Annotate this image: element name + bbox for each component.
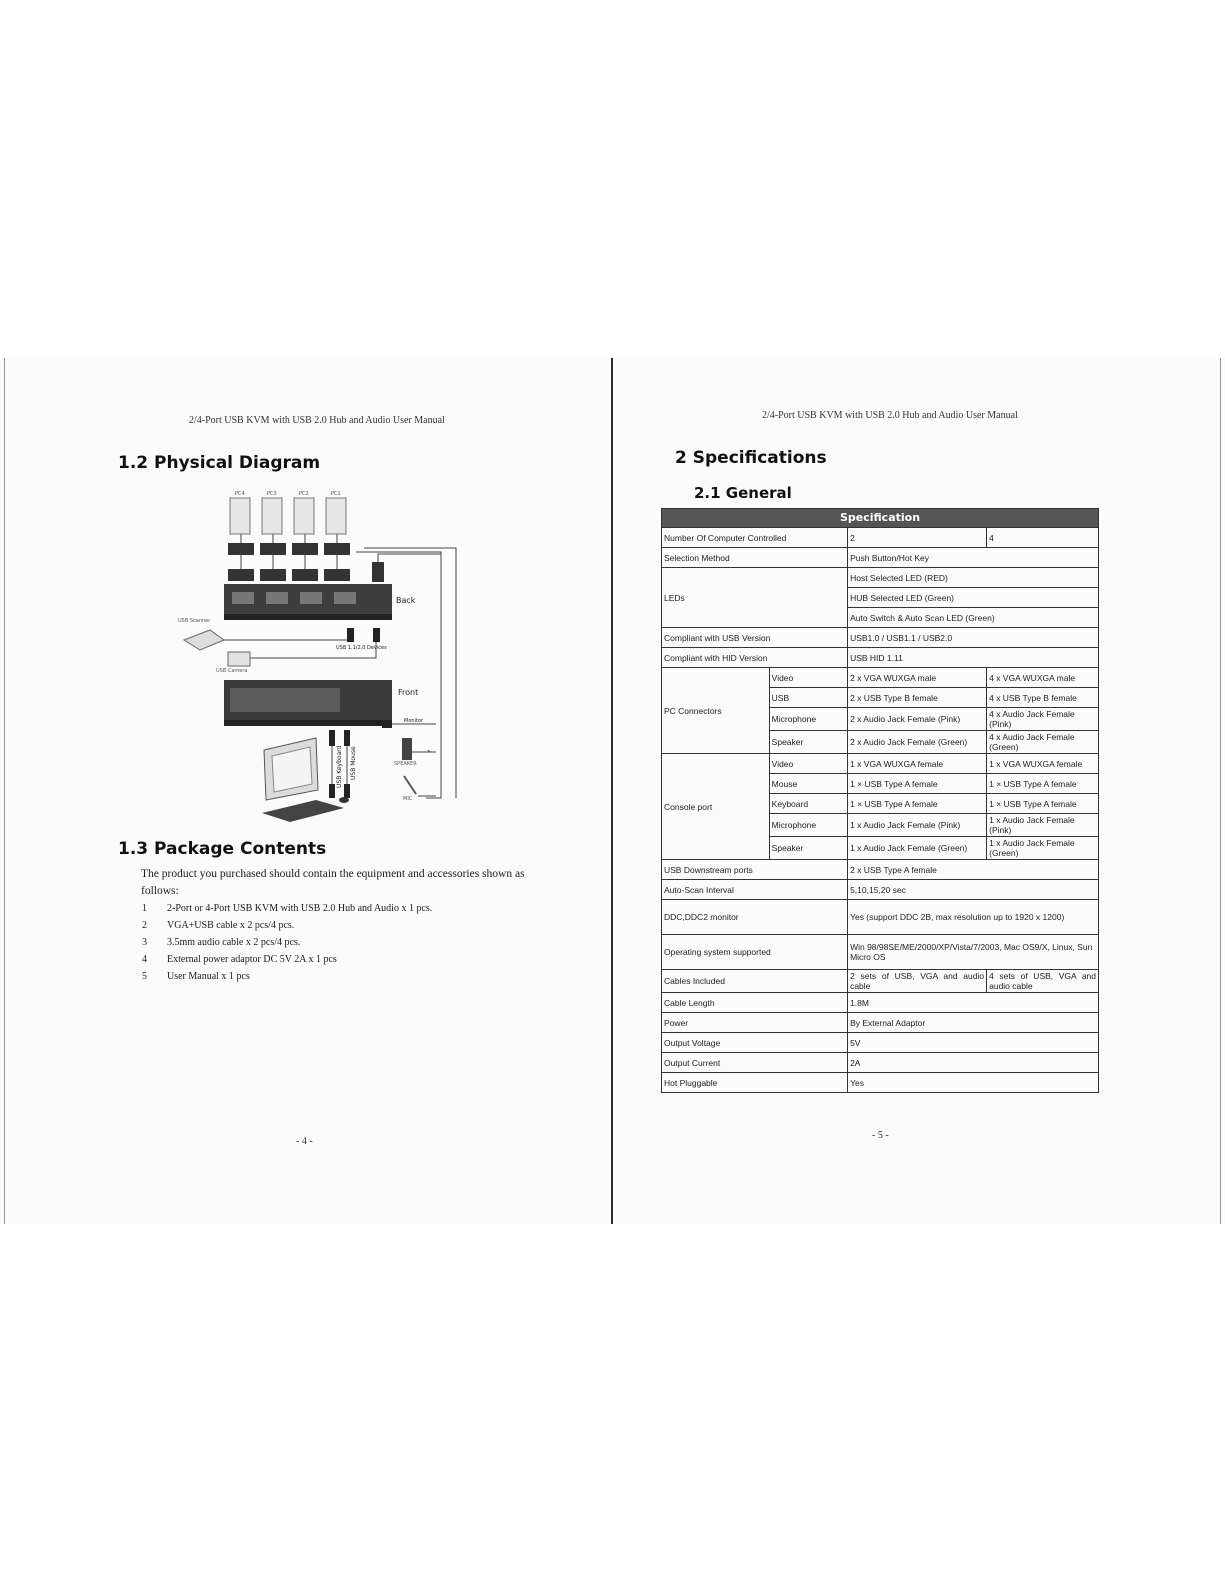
keyboard-icon bbox=[262, 800, 344, 822]
sub-label: Speaker bbox=[769, 837, 847, 860]
item-number: 1 bbox=[142, 903, 147, 914]
table-row bbox=[662, 548, 1099, 568]
usb-devices-label: USB 1.1/2.0 Devices bbox=[336, 645, 387, 651]
row-label: Output Voltage bbox=[662, 1033, 848, 1053]
row-label: Operating system supported bbox=[662, 935, 848, 970]
cell-value: USB HID 1.11 bbox=[848, 648, 1099, 668]
pc3-label: PC3 bbox=[267, 491, 277, 497]
table-row bbox=[662, 568, 1099, 588]
cell-value: By External Adaptor bbox=[848, 1013, 1099, 1033]
running-header: 2/4-Port USB KVM with USB 2.0 Hub and Audio User Manual bbox=[189, 415, 445, 426]
section-heading-package-contents: 1.3 Package Contents bbox=[118, 839, 327, 859]
cell-2port: 1 x Audio Jack Female (Green) bbox=[848, 837, 987, 860]
cell-value: Yes (support DDC 2B, max resolution up to 1920 x 1200) bbox=[848, 900, 1099, 935]
table-row bbox=[662, 668, 1099, 688]
diagram-figure bbox=[166, 488, 486, 833]
specification-table bbox=[661, 508, 1099, 1093]
cell-2port: 2 sets of USB, VGA and audio cable bbox=[848, 970, 987, 993]
cell-value: 1.8M bbox=[848, 993, 1099, 1013]
list-item bbox=[142, 954, 542, 971]
row-label: Number Of Computer Controlled bbox=[662, 528, 848, 548]
list-item bbox=[142, 971, 542, 988]
pc4-tower-icon bbox=[230, 498, 250, 534]
row-label: Selection Method bbox=[662, 548, 848, 568]
item-number: 2 bbox=[142, 920, 147, 931]
front-label: Front bbox=[398, 688, 419, 697]
cell-2port: 1 × USB Type A female bbox=[848, 774, 987, 794]
item-number: 3 bbox=[142, 937, 147, 948]
cell-2port: 1 x VGA WUXGA female bbox=[848, 754, 987, 774]
list-item bbox=[142, 937, 542, 954]
row-label: Cable Length bbox=[662, 993, 848, 1013]
cell-4port: 1 × USB Type A female bbox=[987, 794, 1099, 814]
table-row bbox=[662, 754, 1099, 774]
cell-2port: 2 x USB Type B female bbox=[848, 688, 987, 708]
cell-value: USB1.0 / USB1.1 / USB2.0 bbox=[848, 628, 1099, 648]
table-row bbox=[662, 900, 1099, 935]
usb-keyboard-label: USB Keyboard bbox=[336, 745, 343, 788]
cell-2port: 2 x VGA WUXGA male bbox=[848, 668, 987, 688]
cell-value: Win 98/98SE/ME/2000/XP/Vista/7/2003, Mac OS9/X, Linux, Sun Micro OS bbox=[848, 935, 1099, 970]
pc1-label: PC1 bbox=[331, 491, 341, 497]
right-page-edge bbox=[1220, 358, 1221, 1224]
table-row bbox=[662, 935, 1099, 970]
section-heading-specifications: 2 Specifications bbox=[675, 448, 827, 468]
right-page bbox=[614, 358, 1219, 1224]
sub-label: Mouse bbox=[769, 774, 847, 794]
usb-scanner-label: USB Scanner bbox=[178, 618, 211, 624]
table-row bbox=[662, 1013, 1099, 1033]
row-label: Compliant with HID Version bbox=[662, 648, 848, 668]
cell-value: Yes bbox=[848, 1073, 1099, 1093]
row-label: Compliant with USB Version bbox=[662, 628, 848, 648]
table-row bbox=[662, 648, 1099, 668]
cell-4port: 1 x Audio Jack Female (Pink) bbox=[987, 814, 1099, 837]
left-page-edge bbox=[4, 358, 5, 1224]
table-row bbox=[662, 993, 1099, 1013]
cell-4port: 1 x Audio Jack Female (Green) bbox=[987, 837, 1099, 860]
cell-4port: 4 x USB Type B female bbox=[987, 688, 1099, 708]
cell-value: Auto Switch & Auto Scan LED (Green) bbox=[848, 608, 1099, 628]
sub-label: Speaker bbox=[769, 731, 847, 754]
usb-scanner-icon bbox=[184, 630, 224, 650]
book-spine bbox=[611, 358, 613, 1224]
sub-label: Video bbox=[769, 754, 847, 774]
monitor-label: Monitor bbox=[404, 718, 424, 724]
running-header: 2/4-Port USB KVM with USB 2.0 Hub and Audio User Manual bbox=[762, 410, 1018, 421]
cell-value: Push Button/Hot Key bbox=[848, 548, 1099, 568]
cell-2port: 2 bbox=[848, 528, 987, 548]
row-label: Auto-Scan Interval bbox=[662, 880, 848, 900]
cell-4port: 4 bbox=[987, 528, 1099, 548]
item-text: 2-Port or 4-Port USB KVM with USB 2.0 Hub and Audio x 1 pcs. bbox=[167, 903, 433, 914]
page-number: - 4 - bbox=[296, 1136, 313, 1147]
table-row bbox=[662, 1053, 1099, 1073]
cell-value: 5V bbox=[848, 1033, 1099, 1053]
table-row bbox=[662, 860, 1099, 880]
table-row bbox=[662, 528, 1099, 548]
list-item bbox=[142, 920, 542, 937]
cell-4port: 4 x Audio Jack Female (Green) bbox=[987, 731, 1099, 754]
mouse-icon bbox=[339, 797, 349, 803]
row-label: USB Downstream ports bbox=[662, 860, 848, 880]
row-label: Hot Pluggable bbox=[662, 1073, 848, 1093]
item-text: 3.5mm audio cable x 2 pcs/4 pcs. bbox=[167, 937, 301, 948]
cell-value: 2A bbox=[848, 1053, 1099, 1073]
row-label: LEDs bbox=[662, 568, 848, 628]
table-row bbox=[662, 970, 1099, 993]
speaker-icon bbox=[402, 738, 412, 760]
cell-4port: 4 x Audio Jack Female (Pink) bbox=[987, 708, 1099, 731]
row-label: Power bbox=[662, 1013, 848, 1033]
row-label: DDC,DDC2 monitor bbox=[662, 900, 848, 935]
cell-2port: 2 x Audio Jack Female (Green) bbox=[848, 731, 987, 754]
item-text: User Manual x 1 pcs bbox=[167, 971, 250, 982]
mic-label: MIC bbox=[403, 796, 413, 802]
speaker-label: SPEAKER bbox=[394, 761, 417, 767]
cell-4port: 1 × USB Type A female bbox=[987, 774, 1099, 794]
microphone-icon bbox=[404, 776, 416, 794]
item-text: External power adaptor DC 5V 2A x 1 pcs bbox=[167, 954, 337, 965]
pc3-tower-icon bbox=[262, 498, 282, 534]
sub-label: Video bbox=[769, 668, 847, 688]
row-label: PC Connectors bbox=[662, 668, 770, 754]
sub-label: Microphone bbox=[769, 814, 847, 837]
usb-camera-icon bbox=[228, 652, 250, 666]
item-text: VGA+USB cable x 2 pcs/4 pcs. bbox=[167, 920, 295, 931]
item-number: 5 bbox=[142, 971, 147, 982]
section-heading-general: 2.1 General bbox=[694, 484, 792, 502]
open-manual-spread bbox=[0, 358, 1225, 1224]
sub-label: Microphone bbox=[769, 708, 847, 731]
pc1-tower-icon bbox=[326, 498, 346, 534]
cell-2port: 1 × USB Type A female bbox=[848, 794, 987, 814]
cell-4port: 4 x VGA WUXGA male bbox=[987, 668, 1099, 688]
table-row bbox=[662, 880, 1099, 900]
row-label: Output Current bbox=[662, 1053, 848, 1073]
cell-2port: 2 x Audio Jack Female (Pink) bbox=[848, 708, 987, 731]
cell-value: 5,10,15,20 sec bbox=[848, 880, 1099, 900]
back-label: Back bbox=[396, 596, 416, 605]
cell-4port: 1 x VGA WUXGA female bbox=[987, 754, 1099, 774]
table-row bbox=[662, 1073, 1099, 1093]
table-title: Specification bbox=[662, 509, 1099, 528]
physical-diagram bbox=[166, 488, 486, 833]
pc2-label: PC2 bbox=[299, 491, 309, 497]
cell-2port: 1 x Audio Jack Female (Pink) bbox=[848, 814, 987, 837]
sub-label: Keyboard bbox=[769, 794, 847, 814]
cell-value: HUB Selected LED (Green) bbox=[848, 588, 1099, 608]
package-list bbox=[142, 903, 542, 988]
pc2-tower-icon bbox=[294, 498, 314, 534]
list-item bbox=[142, 903, 542, 920]
usb-mouse-label: USB Mouse bbox=[350, 746, 357, 780]
cell-value: 2 x USB Type A female bbox=[848, 860, 1099, 880]
pc4-label: PC4 bbox=[235, 491, 245, 497]
row-label: Console port bbox=[662, 754, 770, 860]
package-intro: The product you purchased should contain the equipment and accessories shown as follows: bbox=[141, 868, 525, 897]
page-number: - 5 - bbox=[872, 1130, 889, 1141]
cell-value: Host Selected LED (RED) bbox=[848, 568, 1099, 588]
section-heading-physical-diagram: 1.2 Physical Diagram bbox=[118, 453, 321, 473]
item-number: 4 bbox=[142, 954, 147, 965]
cell-4port: 4 sets of USB, VGA and audio cable bbox=[987, 970, 1099, 993]
row-label: Cables Included bbox=[662, 970, 848, 993]
table-row bbox=[662, 1033, 1099, 1053]
table-row bbox=[662, 628, 1099, 648]
left-page bbox=[6, 358, 610, 1224]
sub-label: USB bbox=[769, 688, 847, 708]
usb-camera-label: USB Camera bbox=[216, 668, 248, 674]
